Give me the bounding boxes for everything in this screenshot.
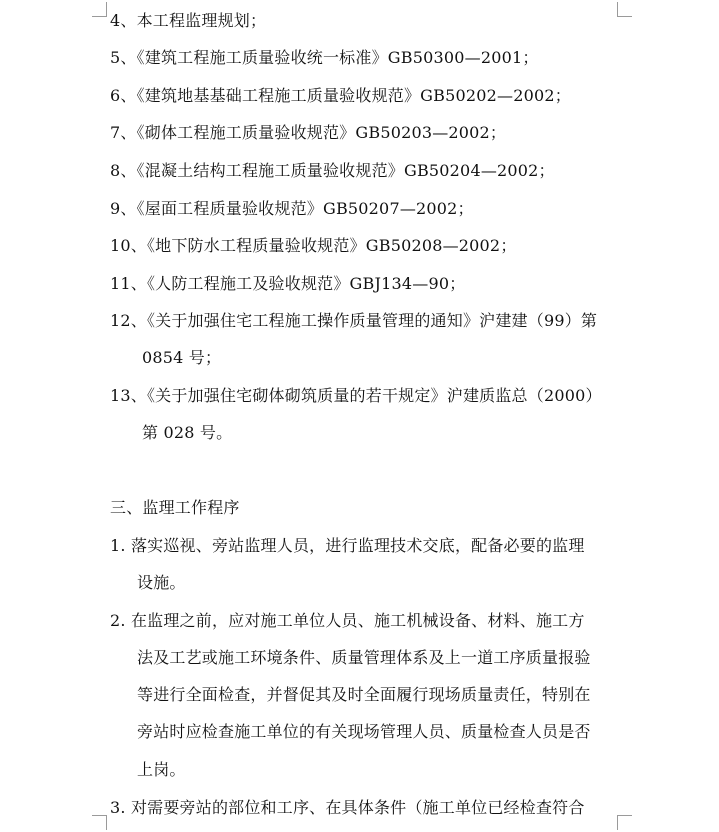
section-heading: 三、监理工作程序 [110, 498, 240, 517]
procedure-2-cont-4: 上岗。 [137, 760, 186, 779]
list-item-4: 4、本工程监理规划； [110, 11, 267, 30]
procedure-1: 1. 落实巡视、旁站监理人员，进行监理技术交底，配备必要的监理 [110, 536, 585, 555]
margin-corner-bottom-right [617, 815, 632, 830]
list-item-8: 8、《混凝土结构工程施工质量验收规范》GB50204—2002； [110, 161, 555, 180]
list-item-9: 9、《屋面工程质量验收规范》GB50207—2002； [110, 199, 474, 218]
procedure-1-cont: 设施。 [137, 573, 186, 592]
list-item-13-cont: 第 028 号。 [142, 423, 233, 442]
list-item-11: 11、《人防工程施工及验收规范》GBJ134—90； [110, 274, 466, 293]
margin-corner-top-left [92, 2, 107, 17]
procedure-2: 2. 在监理之前，应对施工单位人员、施工机械设备、材料、施工方 [110, 611, 585, 630]
list-item-10: 10、《地下防水工程质量验收规范》GB50208—2002； [110, 236, 517, 255]
margin-corner-bottom-left [92, 815, 107, 830]
procedure-2-cont-2: 等进行全面检查，并督促其及时全面履行现场质量责任，特别在 [137, 685, 591, 704]
list-item-13: 13、《关于加强住宅砌体砌筑质量的若干规定》沪建质监总（2000） [110, 386, 602, 405]
procedure-2-cont-3: 旁站时应检查施工单位的有关现场管理人员、质量检查人员是否 [137, 722, 591, 741]
list-item-12-cont: 0854 号； [142, 348, 222, 367]
list-item-5: 5、《建筑工程施工质量验收统一标准》GB50300—2001； [110, 48, 539, 67]
list-item-6: 6、《建筑地基基础工程施工质量验收规范》GB50202—2002； [110, 86, 571, 105]
procedure-2-cont-1: 法及工艺或施工环境条件、质量管理体系及上一道工序质量报验 [137, 648, 591, 667]
list-item-7: 7、《砌体工程施工质量验收规范》GB50203—2002； [110, 123, 507, 142]
procedure-3: 3. 对需要旁站的部位和工序、在具体条件（施工单位已经检查符合 [110, 798, 585, 817]
margin-corner-top-right [617, 2, 632, 17]
list-item-12: 12、《关于加强住宅工程施工操作质量管理的通知》沪建建（99）第 [110, 311, 598, 330]
